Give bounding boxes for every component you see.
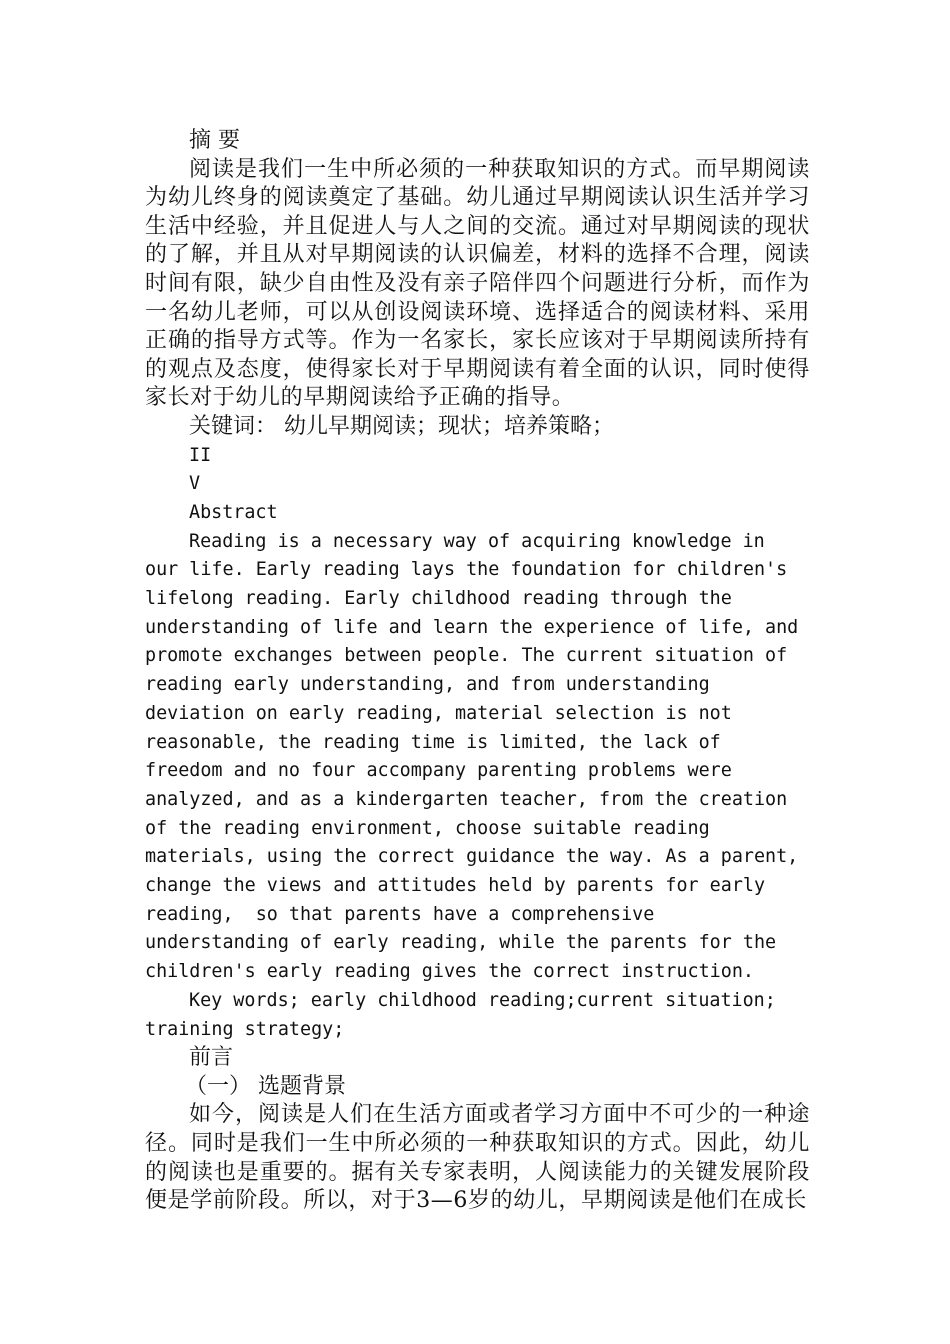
- zh-abstract-heading: 摘 要: [189, 128, 240, 153]
- en-keywords-line: training strategy;: [145, 1018, 345, 1040]
- en-abstract-line: materials, using the correct guidance the way. As a parent,: [145, 846, 799, 868]
- page-mark-roman-ii: II: [189, 444, 212, 466]
- en-abstract-body: [145, 528, 810, 1045]
- en-abstract-line: reading, so that parents have a comprehensive: [145, 903, 655, 925]
- en-abstract-line: understanding of early reading, while the parents for the: [145, 932, 777, 954]
- zh-abstract-body: 阅读是我们一生中所必须的一种获取知识的方式。而早期阅读为幼儿终身的阅读奠定了基础。幼儿通过早期阅读认识生活并学习生活中经验，并且促进人与人之间的交流。通过对早期阅读的现状的了解，并且从对早期阅读的认识偏差，材料的选择不合理，阅读时间有限，缺少自由性及没有亲子陪伴四个问题进行分析，而作为一名幼儿老师，可以从创设阅读环境、选择适合的阅读材料、采用正确的指导方式等。作为一名家长，家长应该对于早期阅读所持有的观点及态度，使得家长对于早期阅读有着全面的认识，同时使得家长对于幼儿的早期阅读给予正确的指导。: [145, 156, 810, 411]
- page-mark-roman-v: V: [189, 473, 201, 495]
- en-abstract-line: children's early reading gives the correct instruction.: [145, 961, 754, 983]
- en-abstract-line: reading early understanding, and from understanding: [145, 674, 710, 696]
- en-abstract-line: change the views and attitudes held by parents for early: [145, 875, 766, 897]
- en-abstract-line: Reading is a necessary way of acquiring knowledge in: [189, 530, 765, 552]
- en-abstract-line: our life. Early reading lays the foundation for children's: [145, 559, 788, 581]
- en-abstract-line: of the reading environment, choose suitable reading: [145, 817, 710, 839]
- preface-heading: 前言: [189, 1045, 234, 1071]
- en-abstract-line: lifelong reading. Early childhood reading through the: [145, 588, 732, 610]
- en-abstract-line: deviation on early reading, material selection is not: [145, 702, 732, 724]
- preface-body: 如今，阅读是人们在生活方面或者学习方面中不可少的一种途径。同时是我们一生中所必须的一种获取知识的方式。因此，幼儿的阅读也是重要的。据有关专家表明，人阅读能力的关键发展阶段便是学前阶段。所以，对于3—6岁的幼儿，早期阅读是他们在成长: [145, 1102, 810, 1214]
- document-page: [145, 127, 810, 1216]
- en-abstract-line: reasonable, the reading time is limited, the lack of: [145, 731, 721, 753]
- zh-keywords: 关键词： 幼儿早期阅读；现状；培养策略；: [189, 413, 614, 439]
- en-keywords-line: Key words; early childhood reading;current situation;: [189, 989, 776, 1011]
- en-abstract-line: promote exchanges between people. The current situation of: [145, 645, 788, 667]
- en-abstract-heading: Abstract: [189, 501, 278, 523]
- en-abstract-line: understanding of life and learn the experience of life, and: [145, 616, 799, 638]
- en-abstract-line: freedom and no four accompany parenting problems were: [145, 760, 732, 782]
- en-abstract-line: analyzed, and as a kindergarten teacher, from the creation: [145, 788, 788, 810]
- section-title: （一） 选题背景: [185, 1073, 346, 1099]
